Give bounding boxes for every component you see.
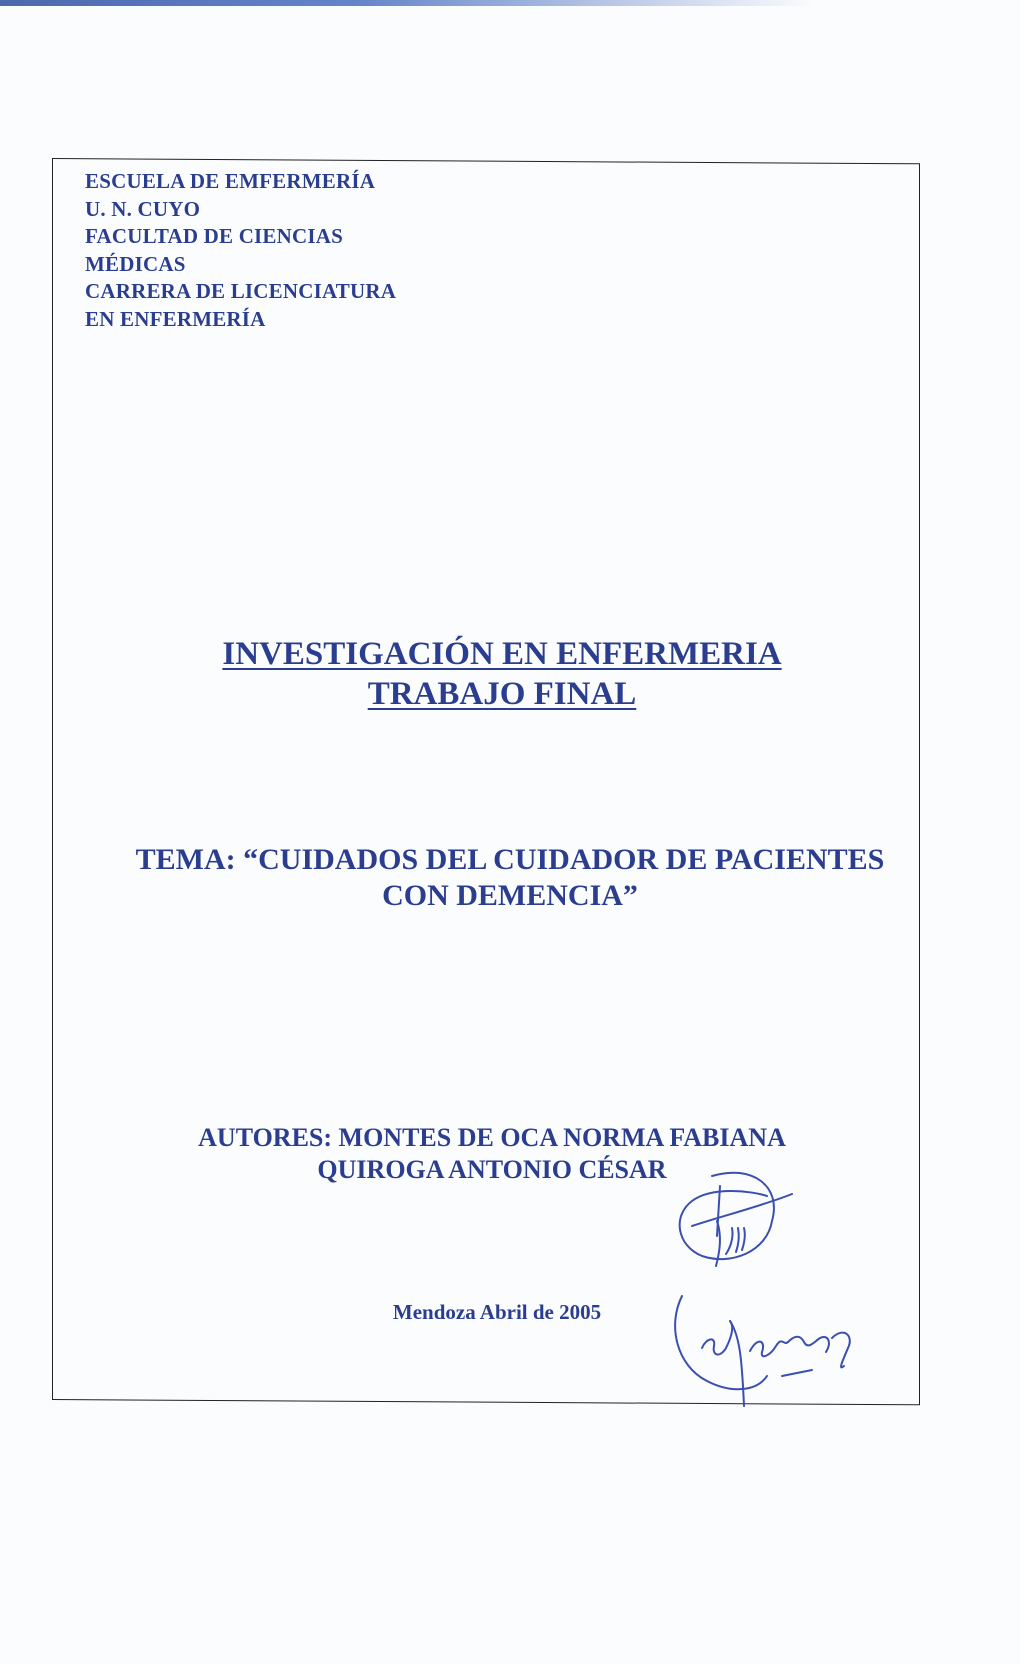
institution-line: CARRERA DE LICENCIATURA [85, 279, 397, 303]
institution-header [85, 168, 396, 333]
title-line-1-text: INVESTIGACIÓN EN ENFERMERIA [222, 636, 782, 672]
topic-line-2: CON DEMENCIA” [382, 879, 638, 912]
institution-line: FACULTAD DE CIENCIAS [85, 224, 343, 248]
institution-line: U. N. CUYO [85, 196, 201, 221]
authors-line-1: AUTORES: MONTES DE OCA NORMA FABIANA [198, 1123, 786, 1152]
topic-line-1: TEMA: “CUIDADOS DEL CUIDADOR DE PACIENTES [135, 843, 885, 876]
handwritten-signature [672, 1166, 902, 1416]
title-line-2-text: TRABAJO FINAL [367, 676, 637, 712]
scan-edge [0, 0, 1020, 6]
place-and-date: Mendoza Abril de 2005 [392, 1300, 602, 1324]
authors-line-2: QUIROGA ANTONIO CÉSAR [317, 1155, 667, 1184]
title-line-1 [52, 634, 952, 674]
institution-line: MÉDICAS [85, 251, 186, 276]
institution-line: EN ENFERMERÍA [85, 306, 266, 331]
topic-block [52, 842, 968, 914]
document-title [52, 634, 952, 714]
title-line-2 [52, 674, 952, 714]
institution-line: ESCUELA DE EMFERMERÍA [85, 169, 376, 193]
